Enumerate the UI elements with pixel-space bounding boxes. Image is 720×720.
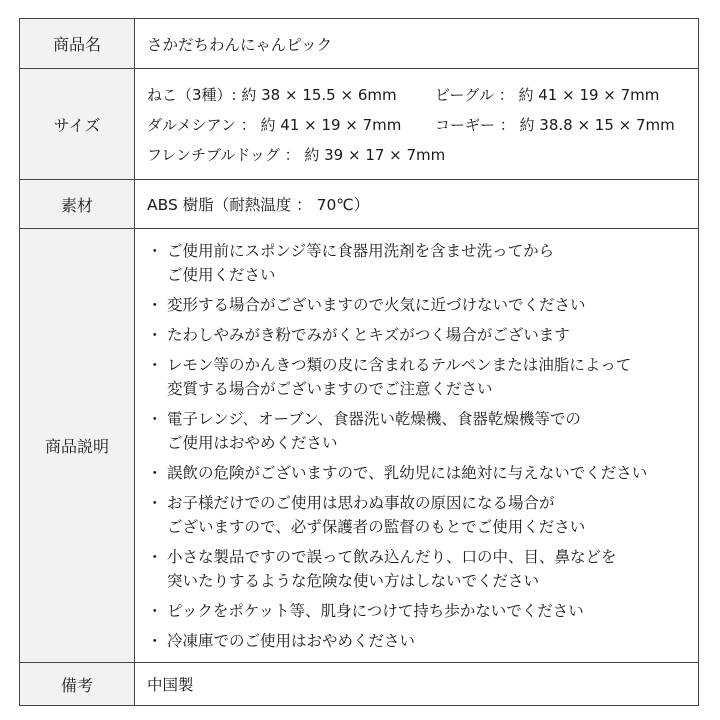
- size-cat: ねこ（3種）: 約 38 × 15.5 × 6mm: [147, 85, 397, 104]
- description-item: [147, 323, 698, 347]
- description-text: [167, 407, 698, 455]
- size-list: [147, 84, 698, 165]
- description-line: 誤飲の危険がございますので、乳幼児には絶対に与えないでください: [167, 463, 648, 482]
- description-item: [147, 293, 698, 317]
- description-text: [167, 461, 698, 485]
- description-list: [147, 239, 698, 653]
- bullet-marker: ・: [147, 463, 163, 482]
- description-text: [167, 491, 698, 539]
- material-label: 素材: [20, 180, 135, 229]
- notes-row: [20, 663, 699, 706]
- description-line: ご使用前にスポンジ等に食器用洗剤を含ませ洗ってから: [167, 241, 555, 260]
- description-item: [147, 239, 698, 287]
- description-line: お子様だけでのご使用は思わぬ事故の原因になる場合が: [167, 493, 555, 512]
- description-item: [147, 407, 698, 455]
- description-item: [147, 629, 698, 653]
- product-name-label: 商品名: [20, 19, 135, 69]
- description-text: [167, 323, 698, 347]
- description-line: ございますので、必ず保護者の監督のもとでご使用ください: [167, 517, 586, 536]
- material-value: ABS 樹脂（耐熱温度 ： 70℃）: [135, 180, 699, 229]
- description-line: ご使用ください: [167, 265, 276, 284]
- size-corgi: コーギー ： 約 38.8 × 15 × 7mm: [435, 115, 675, 134]
- description-label: 商品説明: [20, 229, 135, 663]
- bullet-marker: ・: [147, 241, 163, 260]
- size-value: [135, 69, 699, 180]
- description-text: [167, 599, 698, 623]
- notes-value: 中国製: [135, 663, 699, 706]
- description-line: 冷凍庫でのご使用はおやめください: [167, 631, 416, 650]
- description-item: [147, 461, 698, 485]
- bullet-marker: ・: [147, 601, 163, 620]
- bullet-marker: ・: [147, 493, 163, 512]
- description-item: [147, 491, 698, 539]
- bullet-marker: ・: [147, 295, 163, 314]
- size-row: [20, 69, 699, 180]
- bullet-marker: ・: [147, 547, 163, 566]
- description-text: [167, 239, 698, 287]
- size-french-bulldog: フレンチブルドッグ ： 約 39 × 17 × 7mm: [147, 145, 446, 164]
- description-item: [147, 353, 698, 401]
- description-line: レモン等のかんきつ類の皮に含まれるテルペンまたは油脂によって: [167, 355, 632, 374]
- material-row: [20, 180, 699, 229]
- description-row: [20, 229, 699, 663]
- description-line: ピックをポケット等、肌身につけて持ち歩かないでください: [167, 601, 584, 620]
- description-line: 変質する場合がございますのでご注意ください: [167, 379, 493, 398]
- size-dalmatian: ダルメシアン ： 約 41 × 19 × 7mm: [147, 115, 402, 134]
- product-name-row: [20, 19, 699, 69]
- description-text: [167, 629, 698, 653]
- description-item: [147, 545, 698, 593]
- description-line: ご使用はおやめください: [167, 433, 338, 452]
- description-line: 変形する場合がございますので火気に近づけないでください: [167, 295, 586, 314]
- bullet-marker: ・: [147, 325, 163, 344]
- description-text: [167, 353, 698, 401]
- description-line: 突いたりするような危険な使い方はしないでください: [167, 571, 540, 590]
- product-spec-table: [19, 18, 699, 706]
- size-label: サイズ: [20, 69, 135, 180]
- description-text: [167, 293, 698, 317]
- description-line: 電子レンジ、オーブン、食器洗い乾燥機、食器乾燥機等での: [167, 409, 581, 428]
- description-text: [167, 545, 698, 593]
- product-name-value: さかだちわんにゃんピック: [135, 19, 699, 69]
- bullet-marker: ・: [147, 355, 163, 374]
- size-beagle: ビーグル ： 約 41 × 19 × 7mm: [435, 85, 660, 104]
- description-line: たわしやみがき粉でみがくとキズがつく場合がございます: [167, 325, 570, 344]
- description-value: [135, 229, 699, 663]
- bullet-marker: ・: [147, 409, 163, 428]
- description-line: 小さな製品ですので誤って飲み込んだり、口の中、目、鼻などを: [167, 547, 617, 566]
- notes-label: 備考: [20, 663, 135, 706]
- bullet-marker: ・: [147, 631, 163, 650]
- description-item: [147, 599, 698, 623]
